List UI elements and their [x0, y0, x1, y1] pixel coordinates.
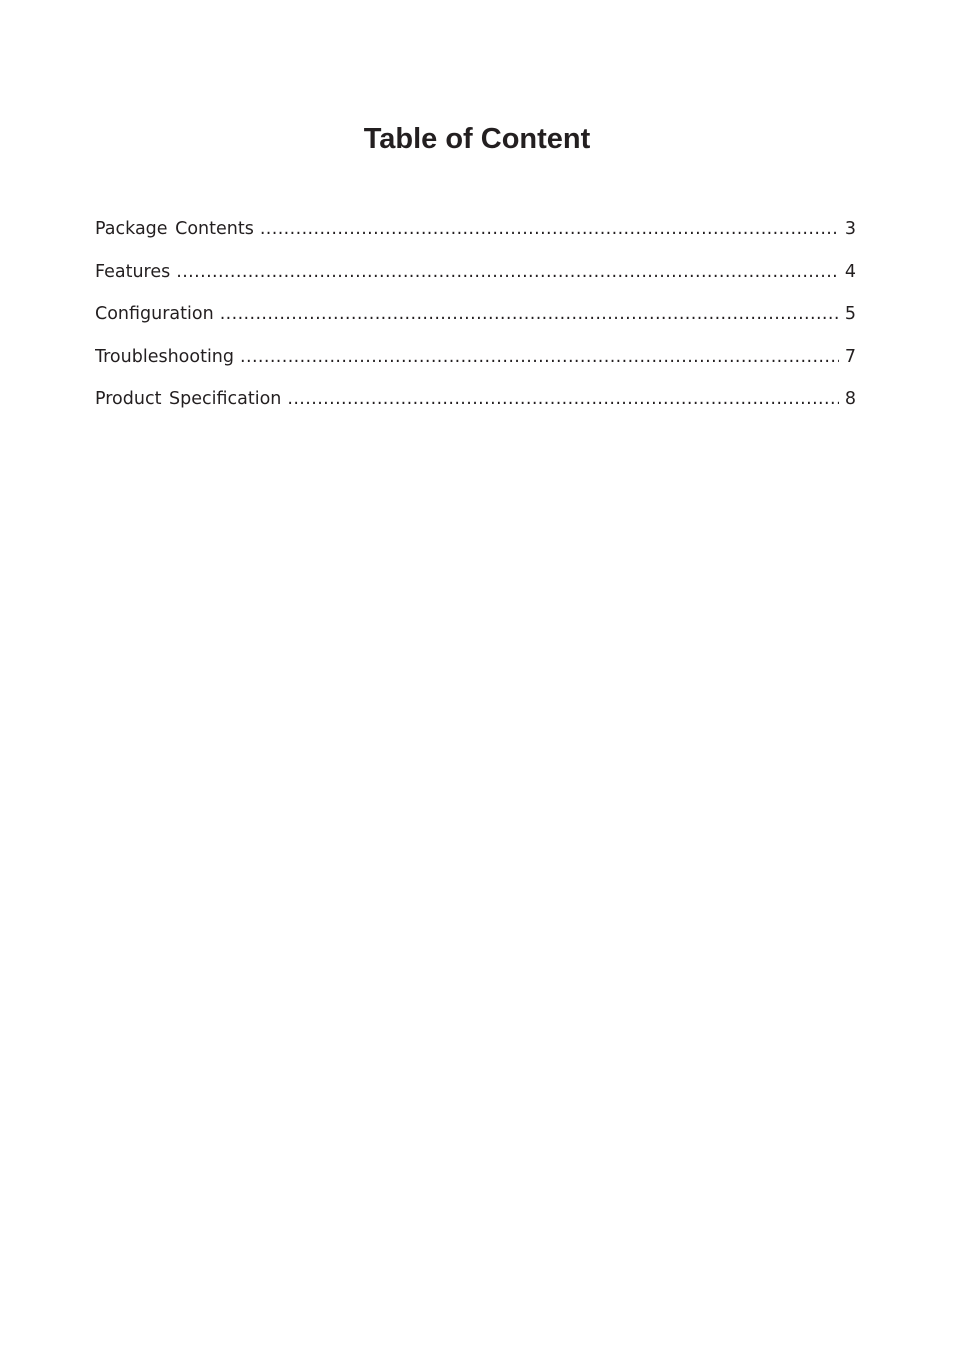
toc-entry-label: Product Specification [95, 389, 282, 409]
toc-entry-label: Troubleshooting [95, 346, 235, 367]
toc-page-number: 8 [844, 389, 856, 409]
toc-page-number: 7 [844, 346, 856, 367]
toc-dot-leader [176, 258, 839, 286]
toc-dot-leader [240, 343, 839, 371]
table-of-contents [95, 215, 856, 428]
toc-entry-configuration [95, 300, 856, 343]
page-title: Table of Content [363, 123, 591, 155]
toc-page-number: 4 [844, 261, 856, 282]
toc-entry-troubleshooting [95, 343, 856, 386]
toc-entry-product-specification [95, 385, 856, 428]
toc-entry-label: Configuration [95, 304, 214, 324]
toc-page-number: 5 [844, 304, 856, 324]
toc-entry-features [95, 258, 856, 301]
toc-dot-leader [287, 385, 838, 413]
toc-entry-label: Features [95, 261, 171, 282]
toc-dot-leader [260, 215, 839, 243]
toc-entry-package-contents [95, 215, 856, 258]
toc-entry-label: Package Contents [95, 219, 254, 239]
toc-page-number: 3 [844, 219, 856, 239]
toc-dot-leader [220, 300, 839, 328]
